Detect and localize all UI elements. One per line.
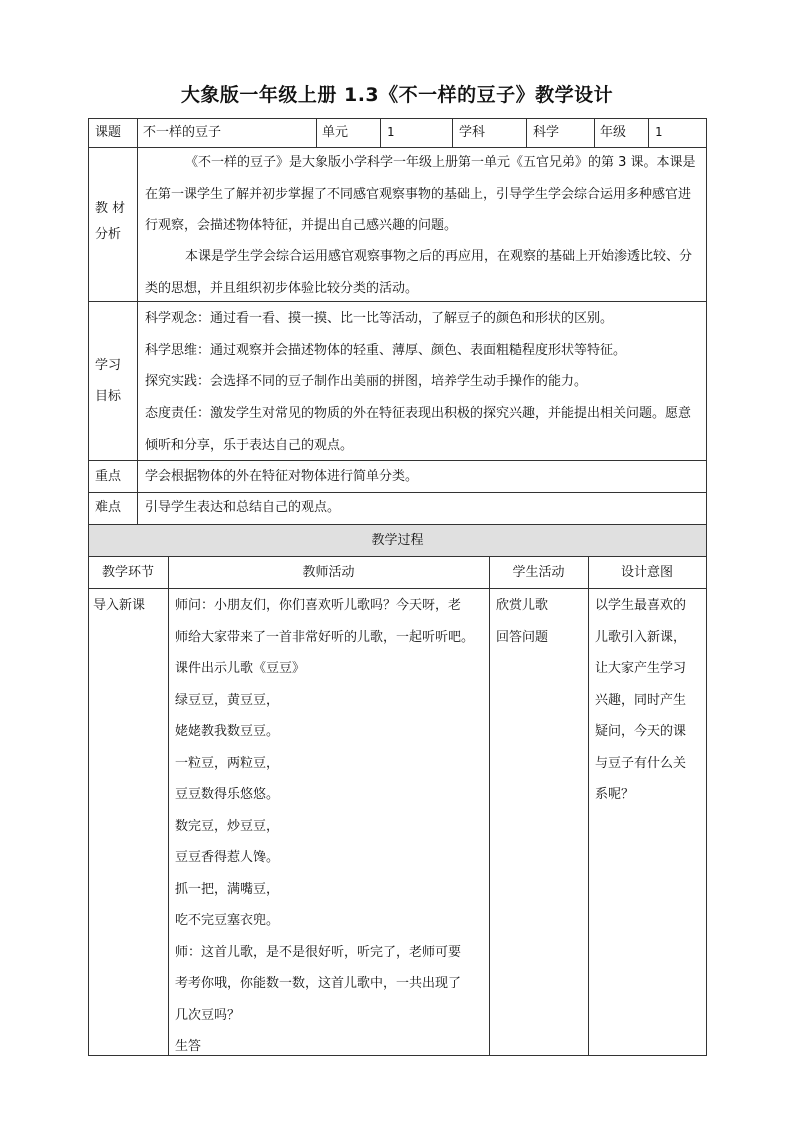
- student-line: 欣赏儿歌: [496, 598, 549, 613]
- goal-item-2: 科学思维：通过观察并会描述物体的轻重、薄厚、颜色、表面粗糙程度形状等特征。: [145, 343, 627, 358]
- intent-line: 让大家产生学习: [595, 661, 687, 676]
- teacher-line: 豆豆香得惹人馋。: [175, 850, 280, 865]
- ke-ti-value: 不一样的豆子: [143, 125, 222, 140]
- ke-ti-label: 课题: [95, 125, 122, 140]
- teacher-line: 吃不完豆塞衣兜。: [175, 913, 280, 928]
- teacher-activity: [175, 590, 487, 1063]
- teacher-line: 豆豆数得乐悠悠。: [175, 787, 280, 802]
- teacher-line: 师：这首儿歌，是不是很好听，听完了，老师可要: [175, 944, 462, 960]
- key-point-label: 重点: [95, 469, 122, 484]
- process-header: 教学过程: [371, 533, 424, 548]
- goal-item-3: 探究实践：会选择不同的豆子制作出美丽的拼图，培养学生动手操作的能力。: [145, 374, 588, 389]
- teacher-line: 课件出示儿歌《豆豆》: [175, 661, 306, 676]
- teacher-line: 绿豆豆，黄豆豆，: [175, 692, 280, 708]
- subject-value: 科学: [533, 125, 560, 140]
- stage-intro: 导入新课: [93, 598, 146, 613]
- teacher-line: 师问：小朋友们，你们喜欢听儿歌吗？今天呀，老: [175, 598, 462, 613]
- student-activity: [496, 590, 586, 653]
- intent-line: 儿歌引入新课，: [595, 629, 687, 645]
- analysis-label-line2: 分析: [95, 227, 122, 242]
- unit-label: 单元: [322, 125, 349, 140]
- design-intent: [595, 590, 705, 811]
- goals-label-line2: 目标: [95, 389, 122, 404]
- intent-line: 以学生最喜欢的: [595, 598, 687, 613]
- col-header-stage: 教学环节: [101, 565, 154, 580]
- goal-item-1: 科学观念：通过看一看、摸一摸、比一比等活动，了解豆子的颜色和形状的区别。: [145, 311, 614, 326]
- col-header-intent: 设计意图: [620, 565, 673, 580]
- unit-value: 1: [387, 125, 395, 139]
- student-line: 回答问题: [496, 629, 549, 645]
- key-point-value: 学会根据物体的外在特征对物体进行简单分类。: [145, 469, 419, 484]
- teacher-line: 姥姥教我数豆豆。: [175, 724, 280, 739]
- analysis-paragraph-1: 《不一样的豆子》是大象版小学科学一年级上册第一单元《五官兄弟》的第 3 课。本课是在第一课学生了解并初步掌握了不同感官观察事物的基础上，引导学生学会综合运用多种感官进行观察，会描述物体特征，并提出自己感兴趣的问题。: [145, 155, 696, 233]
- teacher-line: 几次豆吗？: [175, 1007, 241, 1023]
- grade-label: 年级: [600, 125, 627, 140]
- teacher-line: 师给大家带来了一首非常好听的儿歌，一起听听吧。: [175, 629, 475, 645]
- intent-line: 系呢？: [595, 787, 635, 802]
- teacher-line: 数完豆，炒豆豆，: [175, 818, 280, 834]
- analysis-paragraph-2: 本课是学生学会综合运用感官观察事物之后的再应用，在观察的基础上开始渗透比较、分类的思想，并且组织初步体验比较分类的活动。: [145, 249, 693, 296]
- difficulty-value: 引导学生表达和总结自己的观点。: [145, 500, 341, 515]
- analysis-label-line1: 教 材: [95, 201, 126, 216]
- intent-line: 疑问，今天的课: [595, 724, 687, 739]
- teacher-line: 生答: [175, 1039, 202, 1054]
- document-title: 大象版一年级上册 1.3《不一样的豆子》教学设计: [180, 84, 614, 106]
- col-header-student: 学生活动: [512, 565, 565, 580]
- intent-line: 与豆子有什么关: [595, 755, 687, 771]
- goal-item-4: 态度责任：激发学生对常见的物质的外在特征表现出积极的探究兴趣，并能提出相关问题。愿意倾听和分享，乐于表达自己的观点。: [145, 406, 692, 453]
- teacher-line: 考考你哦，你能数一数，这首儿歌中，一共出现了: [175, 976, 462, 991]
- subject-label: 学科: [459, 125, 486, 140]
- teacher-line: 一粒豆，两粒豆，: [175, 755, 280, 771]
- difficulty-label: 难点: [95, 500, 122, 515]
- intent-line: 兴趣，同时产生: [595, 692, 687, 708]
- goals-label-line1: 学习: [95, 358, 122, 373]
- teacher-line: 抓一把，满嘴豆，: [175, 881, 280, 897]
- grade-value: 1: [655, 125, 663, 139]
- col-header-teacher: 教师活动: [302, 565, 355, 580]
